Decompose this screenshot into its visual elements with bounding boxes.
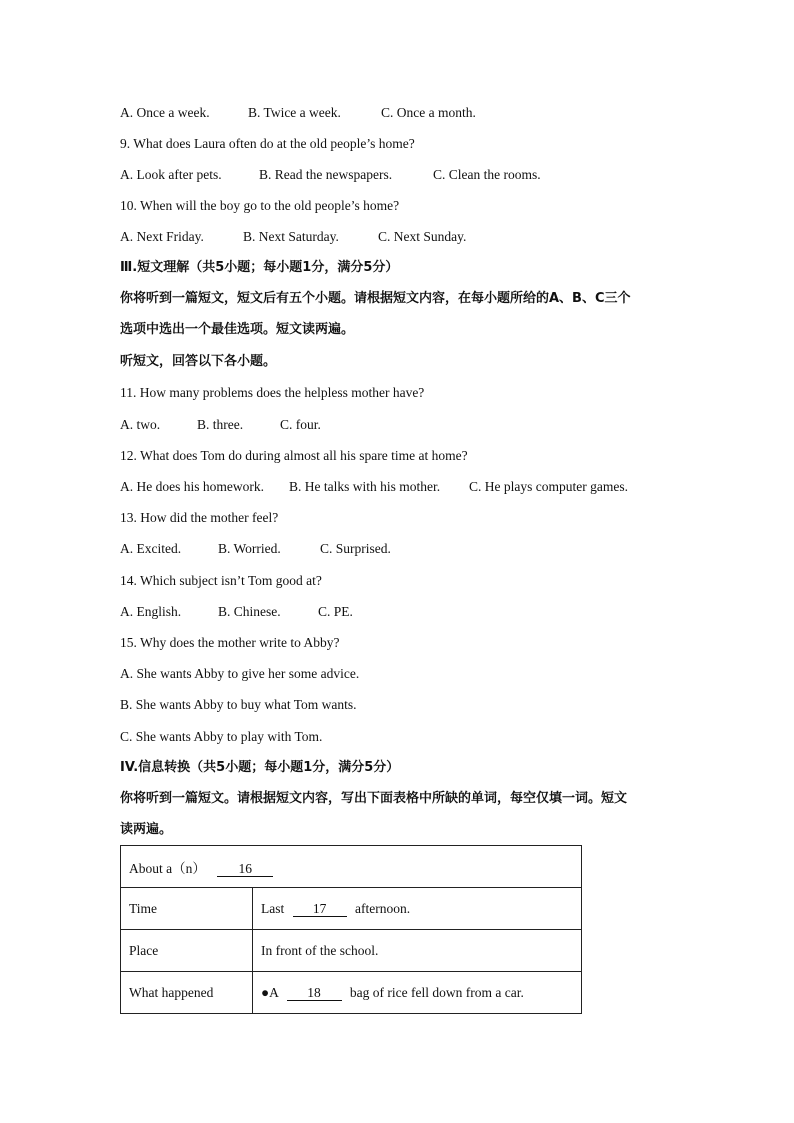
q9-options <box>120 166 541 184</box>
q12-option-c: C. He plays computer games. <box>469 479 628 494</box>
q13-option-c: C. Surprised. <box>320 541 391 556</box>
section3-instruction-2: 选项中选出一个最佳选项。短文读两遍。 <box>120 322 355 337</box>
blank-16[interactable]: 16 <box>217 861 273 877</box>
section4-title: IV.信息转换（共5小题；每小题1分，满分5分） <box>120 760 400 775</box>
q10-options <box>120 228 466 246</box>
what-prefix: ●A <box>261 984 279 1000</box>
q11-option-a: A. two. <box>120 417 161 432</box>
table-row <box>121 972 582 1014</box>
q15-question: 15. Why does the mother write to Abby? <box>120 635 340 650</box>
row-label-time: Time <box>121 888 253 930</box>
blank-17[interactable]: 17 <box>293 901 347 917</box>
q8-option-c: C. Once a month. <box>381 105 476 120</box>
section3-subtitle: 听短文，回答以下各小题。 <box>120 354 277 369</box>
q12-option-a: A. He does his homework. <box>120 479 264 494</box>
q12-options <box>120 478 628 496</box>
q9-question: 9. What does Laura often do at the old people’s home? <box>120 136 415 151</box>
q8-option-a: A. Once a week. <box>120 105 210 120</box>
q12-question: 12. What does Tom do during almost all his spare time at home? <box>120 448 468 463</box>
q14-options <box>120 603 353 621</box>
info-table <box>120 845 582 1014</box>
row-value-place: In front of the school. <box>253 930 582 972</box>
row-value-time <box>253 888 582 930</box>
q15-option-c: C. She wants Abby to play with Tom. <box>120 729 323 744</box>
section4-instruction-2: 读两遍。 <box>120 822 173 837</box>
q9-option-c: C. Clean the rooms. <box>433 167 541 182</box>
q12-option-b: B. He talks with his mother. <box>289 479 441 494</box>
table-row <box>121 888 582 930</box>
row-value-what-happened <box>253 972 582 1014</box>
q13-options <box>120 540 391 558</box>
section3-instruction-1: 你将听到一篇短文，短文后有五个小题。请根据短文内容，在每小题所给的A、B、C三个 <box>120 291 631 306</box>
q11-question: 11. How many problems does the helpless mother have? <box>120 385 425 400</box>
q11-options <box>120 416 321 434</box>
header-prefix: About a（n） <box>129 860 206 876</box>
q14-option-c: C. PE. <box>318 604 353 619</box>
section4-instruction-1: 你将听到一篇短文。请根据短文内容，写出下面表格中所缺的单词，每空仅填一词。短文 <box>120 791 628 806</box>
q10-option-a: A. Next Friday. <box>120 229 204 244</box>
q9-option-a: A. Look after pets. <box>120 167 222 182</box>
table-row <box>121 846 582 888</box>
q10-option-c: C. Next Sunday. <box>378 229 467 244</box>
q14-option-b: B. Chinese. <box>218 604 281 619</box>
q10-option-b: B. Next Saturday. <box>243 229 339 244</box>
q9-option-b: B. Read the newspapers. <box>259 167 393 182</box>
q15-option-a: A. She wants Abby to give her some advice. <box>120 666 360 681</box>
time-prefix: Last <box>261 900 285 916</box>
blank-18[interactable]: 18 <box>287 985 342 1001</box>
q13-option-b: B. Worried. <box>218 541 281 556</box>
q8-option-b: B. Twice a week. <box>248 105 341 120</box>
what-suffix: bag of rice fell down from a car. <box>349 984 524 1000</box>
table-row <box>121 930 582 972</box>
time-suffix: afternoon. <box>355 900 411 916</box>
q11-option-c: C. four. <box>280 417 321 432</box>
q14-question: 14. Which subject isn’t Tom good at? <box>120 573 322 588</box>
q10-question: 10. When will the boy go to the old people’s home? <box>120 198 400 213</box>
q15-option-b: B. She wants Abby to buy what Tom wants. <box>120 697 357 712</box>
q11-option-b: B. three. <box>197 417 244 432</box>
table-header-cell <box>121 846 582 888</box>
q13-option-a: A. Excited. <box>120 541 182 556</box>
row-label-what-happened: What happened <box>121 972 253 1014</box>
section3-title: Ⅲ.短文理解（共5小题；每小题1分，满分5分） <box>120 260 399 275</box>
q8-options <box>120 104 476 122</box>
row-label-place: Place <box>121 930 253 972</box>
q13-question: 13. How did the mother feel? <box>120 510 279 525</box>
q14-option-a: A. English. <box>120 604 182 619</box>
